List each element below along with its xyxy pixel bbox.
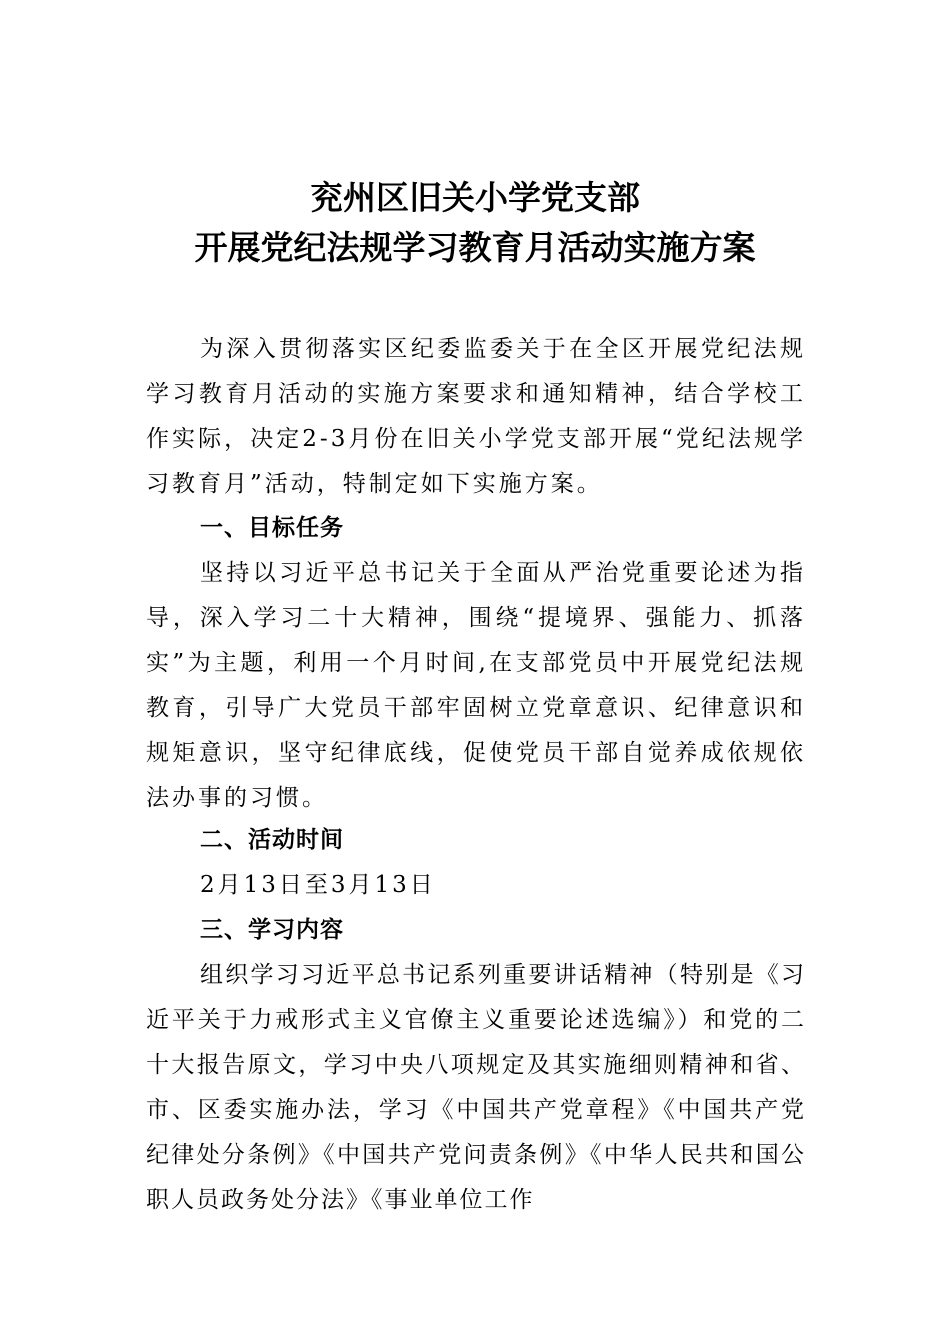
document-title-line-1: 兖州区旧关小学党支部 — [310, 178, 640, 217]
section-body-time: 2月13日至3月13日 — [200, 872, 436, 898]
section-heading-content: 三、学习内容 — [200, 917, 344, 943]
section-body-content: 组织学习习近平总书记系列重要讲话精神（特别是《习近平关于力戒形式主义官僚主义重要论述选编》）和党的二十大报告原文，学习中央八项规定及其实施细则精神和省、市、区委实施办法，学习《中国共产党章程》《中国共产党纪律处分条例》《中国共产党问责条例》《中华人民共和国公职人员政务处分法》《事业单位工作 — [146, 962, 806, 1213]
section-heading-goals: 一、目标任务 — [200, 515, 344, 541]
intro-paragraph: 为深入贯彻落实区纪委监委关于在全区开展党纪法规学习教育月活动的实施方案要求和通知精神，结合学校工作实际，决定2-3月份在旧关小学党支部开展“党纪法规学习教育月”活动，特制定如下实施方案。 — [146, 336, 806, 497]
section-body-goals: 坚持以习近平总书记关于全面从严治党重要论述为指导，深入学习二十大精神，围绕“提境界、强能力、抓落实”为主题，利用一个月时间,在支部党员中开展党纪法规教育，引导广大党员干部牢固树立党章意识、纪律意识和规矩意识，坚守纪律底线，促使党员干部自觉养成依规依法办事的习惯。 — [146, 560, 806, 811]
section-heading-time: 二、活动时间 — [200, 827, 344, 853]
document-title-line-2: 开展党纪法规学习教育月活动实施方案 — [194, 228, 756, 267]
